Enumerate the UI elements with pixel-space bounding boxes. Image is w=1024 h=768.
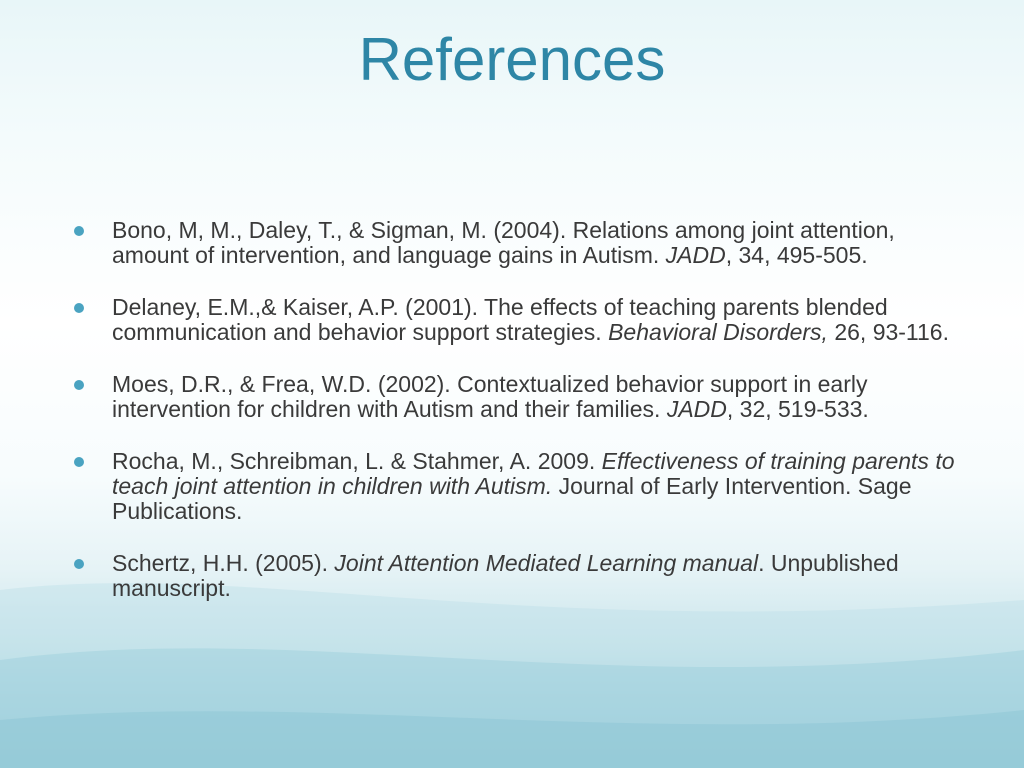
reference-text: Bono, M, M., Daley, T., & Sigman, M. (2004). Relations among joint attention, amount of intervention, and language gains in Autism. — [112, 217, 895, 268]
reference-title: Effectiveness of training parents to teach joint attention in children with Autism. — [112, 448, 955, 499]
bullet-icon — [74, 380, 84, 390]
reference-journal: JADD — [666, 396, 727, 422]
reference-details: . Unpublished manuscript. — [112, 550, 899, 601]
slide-title: References — [358, 26, 666, 93]
reference-text: Moes, D.R., & Frea, W.D. (2002). Contextualized behavior support in early intervention for children with Autism and their families. — [112, 371, 868, 422]
reference-item — [72, 372, 962, 422]
bullet-icon — [74, 457, 84, 467]
reference-details: , 34, 495-505. — [725, 242, 868, 268]
reference-details: 26, 93-116. — [827, 319, 949, 345]
bullet-icon — [74, 559, 84, 569]
reference-journal: Behavioral Disorders, — [608, 319, 828, 345]
reference-title: Joint Attention Mediated Learning manual — [334, 550, 759, 576]
reference-details: Journal of Early Intervention. Sage Publications. — [112, 473, 912, 524]
reference-item — [72, 295, 962, 345]
reference-text: Rocha, M., Schreibman, L. & Stahmer, A. 2009. — [112, 448, 602, 474]
reference-text: Schertz, H.H. (2005). — [112, 550, 335, 576]
bullet-icon — [74, 226, 84, 236]
reference-item — [72, 449, 962, 524]
reference-item — [72, 551, 962, 601]
reference-text: Delaney, E.M.,& Kaiser, A.P. (2001). The effects of teaching parents blended communication and behavior support strategies. — [112, 294, 888, 345]
reference-journal: JADD — [665, 242, 726, 268]
reference-details: , 32, 519-533. — [726, 396, 869, 422]
reference-list — [72, 218, 962, 628]
reference-item — [72, 218, 962, 268]
bullet-icon — [74, 303, 84, 313]
